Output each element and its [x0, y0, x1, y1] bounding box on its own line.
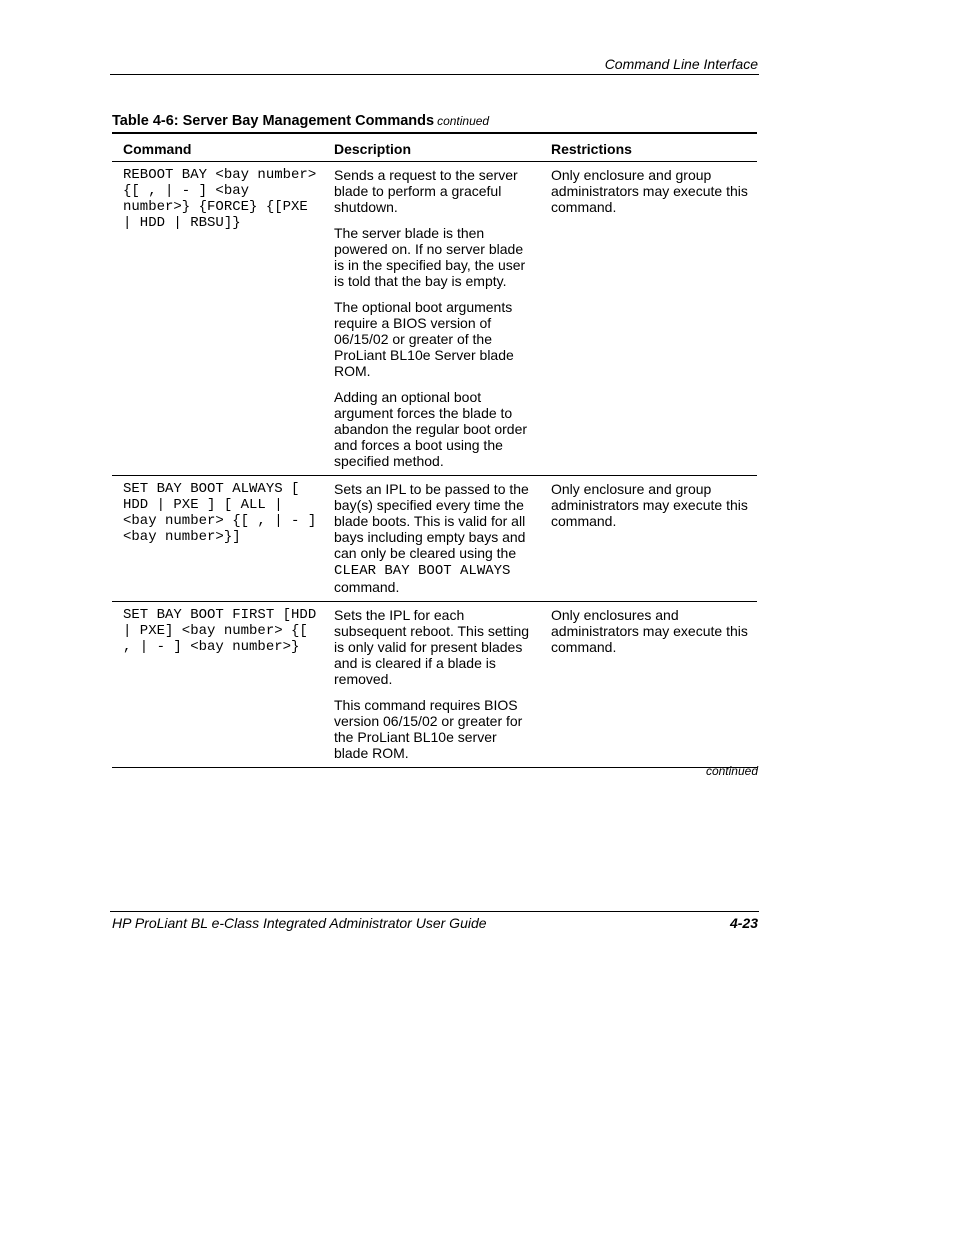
header-rule	[110, 74, 759, 75]
command-cell: SET BAY BOOT ALWAYS [ HDD | PXE ] [ ALL | <bay number> {[ , | - ] <bay number>}]	[112, 476, 323, 602]
running-header: Command Line Interface	[604, 56, 758, 72]
table-header-row	[112, 133, 757, 162]
restrictions-cell: Only enclosures and administrators may execute this command.	[540, 602, 757, 768]
continued-note: continued	[705, 764, 758, 778]
description-paragraph: Adding an optional boot argument forces the blade to abandon the regular boot order and forces a boot using the specified method.	[334, 389, 528, 469]
description-paragraph: Sends a request to the server blade to perform a graceful shutdown.	[334, 167, 518, 215]
table-row	[112, 162, 757, 476]
description-text: command.	[334, 579, 400, 595]
description-paragraph: The optional boot arguments require a BIOS version of 06/15/02 or greater of the ProLiant BL10e Server blade ROM.	[334, 299, 514, 379]
restrictions-cell: Only enclosure and group administrators may execute this command.	[540, 162, 757, 476]
description-cell	[323, 162, 540, 476]
description-cell	[323, 476, 540, 602]
inline-command: CLEAR BAY BOOT ALWAYS	[334, 563, 511, 579]
description-paragraph: The server blade is then powered on. If no server blade is in the specified bay, the user is told that the bay is empty.	[334, 225, 526, 289]
command-cell: REBOOT BAY <bay number> {[ , | - ] <bay number>} {FORCE} {[PXE | HDD | RBSU]}	[112, 162, 323, 476]
table-title: Table 4-6: Server Bay Management Commands	[112, 113, 435, 129]
description-text: Sets an IPL to be passed to the bay(s) specified every time the blade boots. This is valid for all bays including empty bays and can only be cleared using the	[334, 481, 529, 561]
table-caption	[112, 113, 489, 129]
column-header-command: Command	[112, 133, 323, 162]
restrictions-cell: Only enclosure and group administrators may execute this command.	[540, 476, 757, 602]
server-bay-commands-table	[112, 132, 757, 768]
column-header-description: Description	[323, 133, 540, 162]
footer-title: HP ProLiant BL e-Class Integrated Administrator User Guide	[112, 915, 487, 931]
column-header-restrictions: Restrictions	[540, 133, 757, 162]
command-cell: SET BAY BOOT FIRST [HDD | PXE] <bay number> {[ , | - ] <bay number>}	[112, 602, 323, 768]
table-row	[112, 476, 757, 602]
footer-rule	[110, 911, 759, 912]
description-paragraph: Sets the IPL for each subsequent reboot. This setting is only valid for present blades and is cleared if a blade is removed.	[334, 607, 530, 687]
description-paragraph: This command requires BIOS version 06/15/02 or greater for the ProLiant BL10e server blade ROM.	[334, 697, 523, 761]
table-row	[112, 602, 757, 768]
caption-continued: continued	[437, 114, 490, 128]
description-cell	[323, 602, 540, 768]
page-number: 4-23	[729, 915, 758, 931]
